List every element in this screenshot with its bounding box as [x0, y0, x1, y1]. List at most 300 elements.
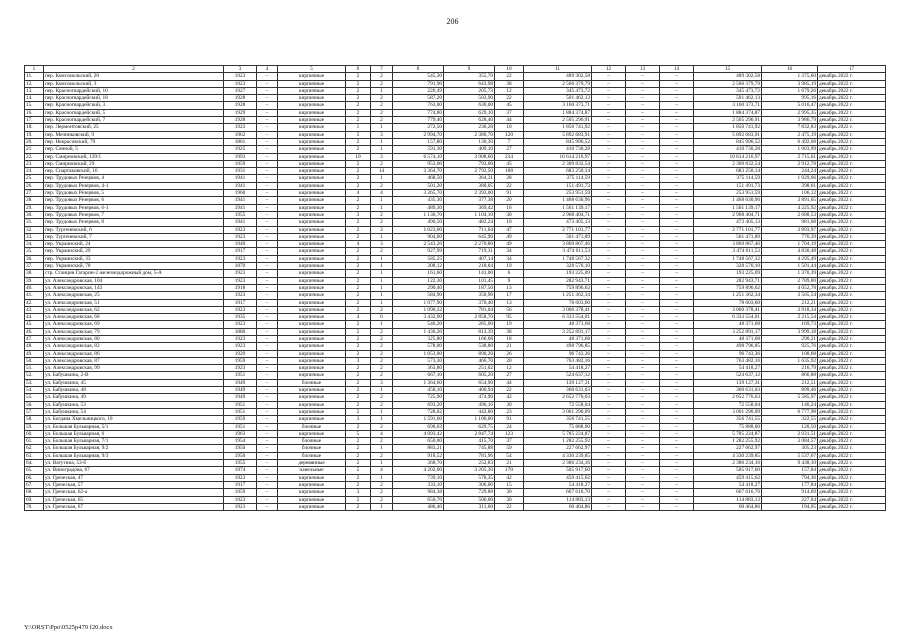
table-cell: 1: [371, 445, 393, 452]
table-cell: 1: [371, 146, 393, 153]
table-cell: 1: [371, 503, 393, 510]
table-cell: 415,70: [444, 438, 495, 445]
table-cell: 2 792,50: [444, 168, 495, 175]
table-cell: 328 576,10: [524, 263, 592, 270]
column-number-9: 9: [444, 66, 495, 73]
table-cell: –: [592, 109, 626, 116]
table-cell: 1: [371, 255, 393, 262]
table-cell: –: [626, 80, 660, 87]
table-cell: 69.: [25, 496, 44, 503]
table-cell: декабрь 2022 г.: [818, 204, 886, 211]
table-cell: 3 893,97: [762, 226, 818, 233]
table-cell: 122,30: [393, 277, 444, 284]
table-cell: –: [257, 270, 278, 277]
table-cell: –: [257, 168, 278, 175]
table-cell: 1923: [224, 365, 257, 372]
table-cell: 400,94: [444, 387, 495, 394]
table-cell: –: [257, 160, 278, 167]
column-number-16: 16: [762, 66, 818, 73]
table-cell: –: [592, 233, 626, 240]
table-cell: 505 917,60: [694, 467, 762, 474]
table-cell: 36.: [25, 255, 44, 262]
table-cell: 2: [346, 474, 371, 481]
table-cell: 227 662,97: [524, 445, 592, 452]
table-cell: 66.: [25, 474, 44, 481]
table-cell: ул. Александровская, 82: [44, 343, 224, 350]
column-number-14: 14: [660, 66, 694, 73]
column-number-12: 12: [592, 66, 626, 73]
table-cell: –: [626, 117, 660, 124]
table-cell: 1: [371, 416, 393, 423]
table-cell: 120: [495, 131, 524, 138]
table-row: [25, 299, 886, 306]
table-cell: –: [257, 241, 278, 248]
table-cell: 1929: [224, 350, 257, 357]
table-cell: 1: [371, 124, 393, 131]
table-cell: –: [592, 138, 626, 145]
table-cell: декабрь 2022 г.: [818, 248, 886, 255]
table-cell: 1: [371, 175, 393, 182]
table-cell: 37: [495, 109, 524, 116]
table-row: [25, 190, 886, 197]
table-cell: 44: [495, 379, 524, 386]
table-cell: 375 114,59: [524, 175, 592, 182]
table-row: [25, 372, 886, 379]
table-cell: 29.: [25, 204, 44, 211]
table-cell: 2 566 379,79: [524, 80, 592, 87]
table-cell: 2: [346, 248, 371, 255]
table-cell: 3 985,19: [762, 80, 818, 87]
table-row: [25, 445, 886, 452]
table-cell: 466,70: [444, 357, 495, 364]
table-cell: 5 016,47: [762, 102, 818, 109]
table-cell: 2: [346, 379, 371, 386]
table-cell: –: [592, 175, 626, 182]
table-cell: 5 785 224,87: [694, 430, 762, 437]
table-cell: 1941: [224, 197, 257, 204]
table-cell: 524 637,12: [524, 372, 592, 379]
table-cell: 12.: [25, 80, 44, 87]
table-cell: –: [592, 160, 626, 167]
table-cell: 779,40: [393, 117, 444, 124]
table-cell: –: [660, 241, 694, 248]
table-cell: 2: [371, 372, 393, 379]
table-cell: кирпичные: [278, 357, 346, 364]
table-cell: 1941: [224, 175, 257, 182]
table-cell: –: [660, 131, 694, 138]
table-cell: ул. Большая Бульварная, 9/2: [44, 445, 224, 452]
table-cell: кирпичные: [278, 109, 346, 116]
table-cell: 1 468 630,96: [524, 197, 592, 204]
table-cell: 1941: [224, 182, 257, 189]
table-cell: 5: [346, 131, 371, 138]
table-cell: –: [257, 423, 278, 430]
table-cell: –: [257, 277, 278, 284]
table-cell: 30: [495, 211, 524, 218]
table-cell: 2: [346, 321, 371, 328]
table-cell: –: [660, 328, 694, 335]
table-cell: 6: [371, 314, 393, 321]
table-cell: –: [660, 474, 694, 481]
table-cell: –: [626, 365, 660, 372]
table-cell: –: [626, 168, 660, 175]
table-cell: 759 896,62: [694, 284, 762, 291]
table-cell: декабрь 2022 г.: [818, 379, 886, 386]
table-cell: –: [257, 153, 278, 160]
table-cell: ул. Александровская, 51: [44, 299, 224, 306]
table-cell: 2 475,19: [762, 131, 818, 138]
table-cell: 35.: [25, 248, 44, 255]
table-cell: –: [660, 467, 694, 474]
table-cell: –: [660, 219, 694, 226]
table-cell: 2: [371, 95, 393, 102]
table-cell: 2: [346, 233, 371, 240]
table-cell: 3: [346, 489, 371, 496]
table-cell: ул. Александровская, 143: [44, 284, 224, 291]
table-cell: –: [626, 474, 660, 481]
table-cell: 2: [346, 387, 371, 394]
table-cell: 4 295,49: [762, 255, 818, 262]
table-cell: 157,84: [762, 467, 818, 474]
table-cell: 1: [371, 270, 393, 277]
table-cell: –: [626, 408, 660, 415]
table-cell: 27.: [25, 190, 44, 197]
table-row: [25, 233, 886, 240]
table-cell: –: [257, 138, 278, 145]
table-cell: 1923: [224, 292, 257, 299]
table-cell: –: [660, 292, 694, 299]
table-cell: 585,25: [393, 255, 444, 262]
table-cell: декабрь 2022 г.: [818, 430, 886, 437]
table-cell: ул. Бабушкина, 2-В: [44, 372, 224, 379]
table-cell: –: [257, 190, 278, 197]
table-cell: декабрь 2022 г.: [818, 474, 886, 481]
table-cell: 48 371,68: [694, 335, 762, 342]
table-row: [25, 80, 886, 87]
table-cell: 26.: [25, 182, 44, 189]
table-row: [25, 467, 886, 474]
table-cell: 2: [346, 408, 371, 415]
table-cell: –: [257, 233, 278, 240]
table-row: [25, 394, 886, 401]
table-cell: декабрь 2022 г.: [818, 357, 886, 364]
table-cell: –: [257, 292, 278, 299]
table-cell: 78 603,60: [524, 299, 592, 306]
table-cell: 927,99: [393, 248, 444, 255]
table-cell: пер. Красногвардейский, 5: [44, 109, 224, 116]
table-cell: 91: [495, 190, 524, 197]
table-cell: 170: [495, 467, 524, 474]
table-cell: 2 543,20: [393, 241, 444, 248]
table-cell: 474,90: [444, 394, 495, 401]
table-cell: 41.: [25, 292, 44, 299]
table-cell: –: [626, 306, 660, 313]
table-cell: 918,52: [393, 452, 444, 459]
table-cell: 2 995,35: [762, 109, 818, 116]
table-cell: 1917: [224, 248, 257, 255]
table-cell: 96 743,36: [694, 350, 762, 357]
table-cell: пер. Красногвардейский, 7: [44, 117, 224, 124]
table-cell: 169,73: [762, 321, 818, 328]
table-cell: 2: [346, 496, 371, 503]
table-cell: 2: [346, 460, 371, 467]
table-cell: –: [626, 430, 660, 437]
table-cell: 2: [346, 335, 371, 342]
table-cell: 506,00: [444, 496, 495, 503]
table-cell: 2: [346, 138, 371, 145]
table-cell: 44.: [25, 314, 44, 321]
table-cell: 410 730,28: [524, 146, 592, 153]
table-cell: 2 688,53: [762, 211, 818, 218]
table-cell: –: [626, 190, 660, 197]
table-cell: 3 986,79: [762, 117, 818, 124]
table-cell: 5: [346, 430, 371, 437]
table-cell: 578,35: [444, 474, 495, 481]
table-cell: 2: [346, 365, 371, 372]
table-cell: 759 896,62: [524, 284, 592, 291]
table-row: [25, 292, 886, 299]
table-cell: 1928: [224, 95, 257, 102]
table-cell: кирпичные: [278, 401, 346, 408]
table-cell: –: [592, 211, 626, 218]
table-row: [25, 211, 886, 218]
table-cell: 587,20: [393, 95, 444, 102]
table-cell: –: [626, 292, 660, 299]
table-cell: 15.: [25, 102, 44, 109]
table-cell: 364,31: [444, 175, 495, 182]
table-cell: 368,70: [393, 460, 444, 467]
table-cell: 369,42: [444, 204, 495, 211]
table-cell: 538,80: [444, 343, 495, 350]
table-cell: 995,16: [762, 95, 818, 102]
table-cell: 1: [371, 299, 393, 306]
table-cell: 729,88: [444, 489, 495, 496]
table-cell: 290,21: [762, 335, 818, 342]
table-cell: 2: [371, 489, 393, 496]
table-cell: пер. Трудовых Резервов, 6-1: [44, 204, 224, 211]
table-cell: –: [257, 481, 278, 488]
table-cell: декабрь 2022 г.: [818, 270, 886, 277]
table-cell: декабрь 2022 г.: [818, 343, 886, 350]
table-cell: ул. Большая Бульварная, 6: [44, 430, 224, 437]
table-cell: кирпичные: [278, 80, 346, 87]
table-cell: декабрь 2022 г.: [818, 87, 886, 94]
table-cell: 252,83: [444, 460, 495, 467]
table-cell: ул. Бабушкина, 54: [44, 408, 224, 415]
table-cell: 490,50: [393, 219, 444, 226]
table-cell: 2 270,80: [444, 241, 495, 248]
table-cell: 2 566 379,79: [694, 80, 762, 87]
table-cell: 845 996,52: [694, 138, 762, 145]
table-cell: 2 393,00: [444, 190, 495, 197]
table-cell: 253 951,59: [524, 190, 592, 197]
table-cell: 360 631,03: [524, 387, 592, 394]
table-cell: –: [626, 153, 660, 160]
table-row: [25, 109, 886, 116]
table-cell: 409,10: [444, 146, 495, 153]
table-cell: декабрь 2022 г.: [818, 175, 886, 182]
table-cell: 1951: [224, 423, 257, 430]
table-row: [25, 95, 886, 102]
table-cell: –: [626, 248, 660, 255]
table-cell: 15: [495, 481, 524, 488]
table-cell: 2: [371, 365, 393, 372]
table-cell: 2: [346, 219, 371, 226]
table-cell: пер. Трудовых Резервов, 8: [44, 219, 224, 226]
table-cell: 251,02: [444, 365, 495, 372]
table-cell: 101,45: [444, 277, 495, 284]
table-cell: –: [257, 379, 278, 386]
table-cell: декабрь 2022 г.: [818, 233, 886, 240]
table-cell: –: [592, 452, 626, 459]
table-cell: кирпичные: [278, 95, 346, 102]
table-cell: 2: [346, 204, 371, 211]
table-cell: 2: [371, 394, 393, 401]
table-cell: 56: [495, 306, 524, 313]
table-cell: 11.: [25, 73, 44, 80]
table-cell: ул. Бабушкина, 45: [44, 379, 224, 386]
table-cell: –: [592, 190, 626, 197]
table-cell: 2: [346, 109, 371, 116]
table-cell: 2: [346, 95, 371, 102]
table-cell: 45: [495, 102, 524, 109]
column-number-17: 17: [818, 66, 886, 73]
table-cell: кирпичные: [278, 146, 346, 153]
table-cell: декабрь 2022 г.: [818, 335, 886, 342]
table-cell: –: [257, 489, 278, 496]
table-row: [25, 365, 886, 372]
table-cell: 49.: [25, 350, 44, 357]
table-cell: 2 994,70: [393, 131, 444, 138]
table-row: [25, 153, 886, 160]
table-cell: –: [592, 226, 626, 233]
table-cell: 95: [495, 314, 524, 321]
table-cell: –: [257, 197, 278, 204]
table-row: [25, 328, 886, 335]
table-cell: –: [257, 408, 278, 415]
table-cell: 1 748 567,32: [524, 255, 592, 262]
table-cell: 38: [495, 80, 524, 87]
table-cell: 2: [346, 87, 371, 94]
table-cell: декабрь 2022 г.: [818, 80, 886, 87]
table-cell: 2: [346, 394, 371, 401]
table-cell: 489 302,58: [694, 73, 762, 80]
table-cell: кирпичные: [278, 197, 346, 204]
table-cell: 6: [495, 270, 524, 277]
table-cell: 845 996,52: [524, 138, 592, 145]
table-cell: –: [626, 460, 660, 467]
table-cell: 9: [495, 277, 524, 284]
table-row: [25, 321, 886, 328]
table-cell: 53.: [25, 379, 44, 386]
table-cell: 711,64: [444, 226, 495, 233]
table-cell: –: [592, 460, 626, 467]
table-cell: 1950: [224, 445, 257, 452]
table-cell: –: [257, 343, 278, 350]
table-cell: 2: [346, 197, 371, 204]
table-cell: 161,60: [393, 270, 444, 277]
table-cell: –: [626, 438, 660, 445]
table-cell: 2: [346, 255, 371, 262]
table-cell: 54 418,27: [694, 481, 762, 488]
table-cell: –: [257, 445, 278, 452]
table-cell: –: [660, 153, 694, 160]
table-cell: –: [660, 401, 694, 408]
table-cell: пер. Тургеневский, 7: [44, 233, 224, 240]
table-cell: 55.: [25, 394, 44, 401]
table-cell: декабрь 2022 г.: [818, 219, 886, 226]
table-cell: декабрь 2022 г.: [818, 496, 886, 503]
table-cell: декабрь 2022 г.: [818, 438, 886, 445]
table-cell: 4: [371, 190, 393, 197]
table-cell: 1917: [224, 481, 257, 488]
table-cell: 2: [346, 452, 371, 459]
column-number-13: 13: [626, 66, 660, 73]
table-cell: 628,40: [444, 117, 495, 124]
table-cell: 745,88: [444, 445, 495, 452]
table-cell: 22: [495, 95, 524, 102]
table-cell: 26: [495, 350, 524, 357]
table-cell: 370,40: [444, 299, 495, 306]
column-number-11: 11: [524, 66, 592, 73]
table-cell: 227 662,97: [694, 445, 762, 452]
table-cell: 4 330 239,85: [694, 452, 762, 459]
table-cell: 3: [346, 416, 371, 423]
table-cell: 578,00: [393, 343, 444, 350]
table-cell: 1: [371, 263, 393, 270]
table-cell: 51.: [25, 365, 44, 372]
table-cell: 52.: [25, 372, 44, 379]
table-cell: 1 679,26: [762, 87, 818, 94]
table-cell: кирпичные: [278, 335, 346, 342]
table-cell: 7 832,83: [762, 124, 818, 131]
table-cell: 1918: [224, 284, 257, 291]
table-cell: 1 104,10: [444, 211, 495, 218]
table-cell: 2: [371, 401, 393, 408]
table-cell: 42: [495, 394, 524, 401]
table-cell: 345 473,72: [694, 87, 762, 94]
table-cell: –: [660, 445, 694, 452]
table-cell: декабрь 2022 г.: [818, 365, 886, 372]
column-number-3: 3: [224, 66, 257, 73]
table-cell: 65.: [25, 467, 44, 474]
table-cell: 925,76: [762, 343, 818, 350]
table-cell: –: [592, 314, 626, 321]
table-cell: –: [592, 153, 626, 160]
table-cell: декабрь 2022 г.: [818, 211, 886, 218]
table-cell: –: [592, 328, 626, 335]
table-cell: 2: [371, 496, 393, 503]
table-cell: –: [626, 270, 660, 277]
table-cell: –: [257, 496, 278, 503]
table-cell: панельные: [278, 467, 346, 474]
table-cell: 2 380,70: [444, 131, 495, 138]
table-cell: 50.: [25, 357, 44, 364]
table-cell: 205,73: [444, 87, 495, 94]
table-cell: –: [592, 343, 626, 350]
table-cell: –: [660, 489, 694, 496]
table-cell: кирпичные: [278, 117, 346, 124]
table-cell: 2: [346, 299, 371, 306]
table-cell: 311,60: [444, 503, 495, 510]
table-cell: 667 616,70: [524, 489, 592, 496]
table-cell: –: [626, 387, 660, 394]
table-cell: –: [257, 452, 278, 459]
table-cell: 3 001 290,09: [694, 408, 762, 415]
table-cell: ул. Бабушкина, 49: [44, 394, 224, 401]
table-cell: 7: [495, 138, 524, 145]
table-row: [25, 204, 886, 211]
